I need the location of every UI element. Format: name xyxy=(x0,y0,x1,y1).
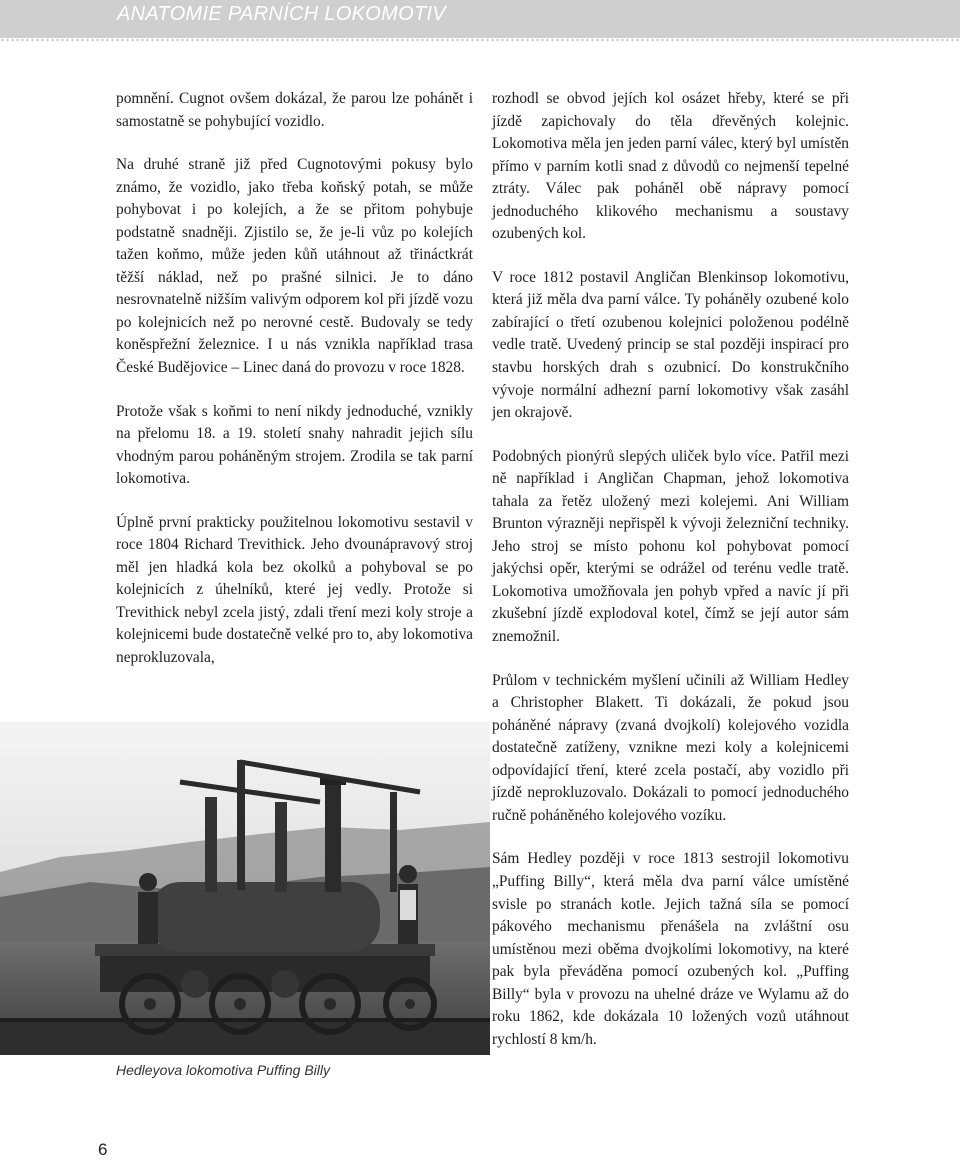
right-text-column xyxy=(492,88,849,1072)
paragraph: Podobných pionýrů slepých uliček bylo více. Patřil mezi ně například i Angličan Chapman, jehož lokomotiva tahala za řetěz uložený mezi kolejemi. Ani William Brunton výrazněji nepřispěl k vývoji železniční techniky. Jeho stroj se místo pohonu kol pohybovat pomocí jakýchsi opěr, kterými se odrážel od terénu vedle tratě. Lokomotiva umožňovala jen pohyb vpřed a navíc jí při zkušební jízdě explodoval kotel, čímž se její autor sám znemožnil. xyxy=(492,447,849,646)
paragraph: V roce 1812 postavil Angličan Blenkinsop lokomotivu, která již měla dva parní válce. Ty poháněly ozubené kolo zabírající o třetí ozubenou kolejnici položenou podélně vedle tratě. Uvedený princip se stal později inspirací pro stavbu horských drah s ozubnicí. Do konstrukčního vývoje normální adhezní parní lokomotivy však zasáhl jen okrajově. xyxy=(492,268,849,422)
page-number: 6 xyxy=(98,1140,108,1159)
paragraph: Sám Hedley později v roce 1813 sestrojil lokomotivu „Puffing Billy“, která měla dva parní válce umístěné svisle po stranách kotle. Jejich tažná síla se pomocí pákového mechanismu přenášela na zvláštní osu umístěnou mezi oběma dvojkolími lokomotivy, na které pak byla převáděna pomocí ozubených kol. „Puffing Billy“ byla v provozu na uhelné dráze ve Wylamu až do roku 1862, kde dokázala 10 ložených vozů utáhnout rychlostí 8 km/h. xyxy=(492,850,849,1048)
header-dotted-rule xyxy=(0,38,960,42)
paragraph: rozhodl se obvod jejích kol osázet hřeby, které se při jízdě zapichovaly do těla dřevěných kolejnic. Lokomotiva měla jen jeden parní válec, který byl umístěn přímo v parním kotli snad z důvodů co nejmenší tepelné ztráty. Válec pak poháněl obě nápravy pomocí jednoduchého klikového mechanismu a soustavy ozubených kol. xyxy=(492,90,849,243)
figure-caption: Hedleyova lokomotiva Puffing Billy xyxy=(116,1062,330,1078)
paragraph: pomnění. Cugnot ovšem dokázal, že parou lze pohánět i samostatně se pohybující vozidlo. xyxy=(116,90,473,130)
paragraph: Protože však s koňmi to není nikdy jednoduché, vznikly na přelomu 18. a 19. století snahy nahradit jejich sílu vhodným parou poháněným strojem. Zrodila se tak parní lokomotiva. xyxy=(116,402,473,488)
running-header xyxy=(0,0,960,38)
paragraph: Průlom v technickém myšlení učinili až William Hedley a Christopher Blakett. Ti dokázali, že pokud jsou poháněné nápravy (zvaná dvojkolí) kolejového vozidla dostatečně zatíženy, vznikne mezi koly a kolejnicemi odpovídající tření, které zcela postačí, aby vozidlo při jízdě neprokluzovalo. Dokázali to pomocí jednoduchého ručně poháněného kolejového vozíku. xyxy=(492,671,849,824)
paragraph: Úplně první prakticky použitelnou lokomotivu sestavil v roce 1804 Richard Trevithick. Jeho dvounápravový stroj měl jen hladká kola bez okolků a pohyboval se po kolejnicích z úhelníků, které jej vedly. Protože si Trevithick nebyl zcela jistý, zdali tření mezi koly stroje a kolejnicemi bude dostatečně velké pro to, aby lokomotiva neprokluzovala, xyxy=(116,513,473,667)
locomotive-photo xyxy=(0,722,490,1055)
locomotive-photo-icon xyxy=(0,722,490,1055)
left-text-column xyxy=(116,88,473,691)
paragraph: Na druhé straně již před Cugnotovými pokusy bylo známo, že vozidlo, jako třeba koňský potah, se může pohybovat i po kolejích, a že se přitom pohybuje podstatně snadněji. Zjistilo se, že je-li vůz po kolejích tažen koňmo, může jeden kůň utáhnout až třináctkrát těžší náklad, než po prašné silnici. Je to dáno nesrovnatelně nižším valivým odporem kol při jízdě vozu po kolejnicích než po nerovné cestě. Budovaly se tedy koněspřežní železnice. I u nás vznikla například trasa České Budějovice – Linec daná do provozu v roce 1828. xyxy=(116,156,473,377)
header-title: ANATOMIE PARNÍCH LOKOMOTIV xyxy=(117,3,446,25)
